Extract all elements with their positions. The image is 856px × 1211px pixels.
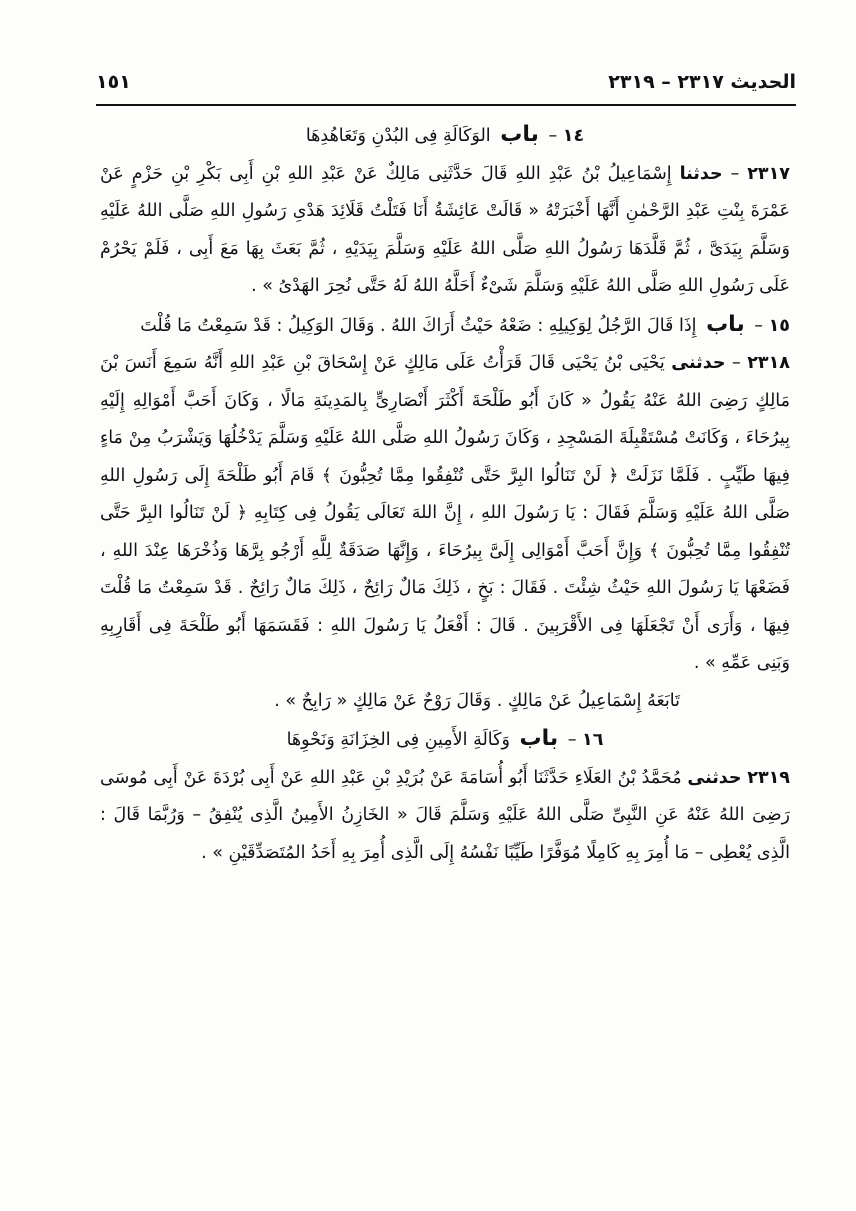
- chapter-title: وَكَالَةِ الأَمِينِ فِى الخِزَانَةِ وَنَحْوِهَا: [286, 730, 510, 750]
- hadith-opening: حدثنى: [671, 353, 726, 373]
- chapter-bab: باب: [500, 122, 539, 147]
- hadith-opening: حدثنا: [679, 163, 723, 184]
- header-rule: [96, 104, 796, 106]
- chapter-bab: باب: [519, 726, 559, 751]
- hadith-dash: –: [731, 353, 741, 373]
- hadith-dash: –: [730, 163, 740, 184]
- hadith-2319: [100, 760, 790, 873]
- hadith-text: إِسْمَاعِيلُ بْنُ عَبْدِ اللهِ قَالَ حَدَّثَنِى مَالِكٌ عَنْ عَبْدِ اللهِ بْنِ أَبِى بَكْرِ بْنِ حَزْمٍ عَنْ عَمْرَةَ بِنْتِ عَبْدِ الرَّحْمٰنِ أَنَّهَا أَخْبَرَتْهُ « قَالَتْ عَائِشَةُ أَنَا فَتَلْتُ قَلَائِدَ هَدْىِ رَسُولِ اللهِ صَلَّى اللهُ عَلَيْهِ وَسَلَّمَ بِيَدَىَّ ، ثُمَّ قَلَّدَهَا رَسُولُ اللهِ صَلَّى اللهُ عَلَيْهِ وَسَلَّمَ بِيَدَيْهِ ، ثُمَّ بَعَثَ بِهَا مَعَ أَبِى ، فَلَمْ يَحْرُمْ عَلَى رَسُولِ اللهِ صَلَّى اللهُ عَلَيْهِ وَسَلَّمَ شَىْءٌ أَحَلَّهُ اللهُ لَهُ حَتَّى نُحِرَ الهَدْىُ » .: [100, 163, 790, 296]
- hadith-text: يَحْيَى بْنُ يَحْيَى قَالَ قَرَأْتُ عَلَى مَالِكٍ عَنْ إِسْحَاقَ بْنِ عَبْدِ اللهِ أَنَّهُ سَمِعَ أَنَسَ بْنَ مَالِكٍ رَضِىَ اللهُ عَنْهُ يَقُولُ « كَانَ أَبُو طَلْحَةَ أَكْثَرَ أَنْصَارِىٍّ بِالمَدِينَةِ مَالًا ، وَكَانَ أَحَبَّ أَمْوَالِهِ إِلَيْهِ بِيرُحَاءَ ، وَكَانَتْ مُسْتَقْبِلَةَ المَسْجِدِ ، وَكَانَ رَسُولُ اللهِ صَلَّى اللهُ عَلَيْهِ وَسَلَّمَ يَدْخُلُهَا وَيَشْرَبُ مِنْ مَاءٍ فِيهَا طَيِّبٍ . فَلَمَّا نَزَلَتْ ﴿ لَنْ تَنَالُوا البِرَّ حَتَّى تُنْفِقُوا مِمَّا تُحِبُّونَ ﴾ قَامَ أَبُو طَلْحَةَ إِلَى رَسُولِ اللهِ صَلَّى اللهُ عَلَيْهِ وَسَلَّمَ فَقَالَ : يَا رَسُولَ اللهِ ، إِنَّ اللهَ تَعَالَى يَقُولُ فِى كِتَابِهِ ﴿ لَنْ تَنَالُوا البِرَّ حَتَّى تُنْفِقُوا مِمَّا تُحِبُّونَ ﴾ وَإِنَّ أَحَبَّ أَمْوَالِى إِلَىَّ بِيرُحَاءَ ، وَإِنَّهَا صَدَقَةٌ لِلَّهِ أَرْجُو بِرَّهَا وَذُخْرَهَا عِنْدَ اللهِ ، فَضَعْهَا يَا رَسُولَ اللهِ حَيْثُ شِئْتَ . فَقَالَ : بَخٍ ، ذَلِكَ مَالٌ رَائِحٌ ، ذَلِكَ مَالٌ رَائِحٌ . قَدْ سَمِعْتُ مَا قُلْتَ فِيهَا ، وَأَرَى أَنْ تَجْعَلَهَا فِى الأَقْرَبِينَ . قَالَ : أَفْعَلُ يَا رَسُولَ اللهِ : فَقَسَمَهَا أَبُو طَلْحَةَ فِى أَقَارِبِهِ وَبَنِى عَمِّهِ » .: [100, 353, 790, 673]
- hadith-note: تَابَعَهُ إِسْمَاعِيلُ عَنْ مَالِكٍ . وَقَالَ رَوْحٌ عَنْ مَالِكٍ « رَابِحٌ » .: [274, 690, 680, 711]
- hadith-number: ٢٣١٩: [747, 767, 790, 788]
- running-title: الحديث ٢٣١٧ – ٢٣١٩: [608, 71, 796, 93]
- hadith-number: ٢٣١٧: [747, 163, 790, 184]
- chapter-title: الوَكَالَةِ فِى البُدْنِ وَتَعَاهُدِهَا: [305, 126, 491, 146]
- hadith-2317: [100, 156, 790, 306]
- chapter-dash: –: [754, 315, 764, 336]
- chapter-heading-15: [100, 306, 790, 346]
- hadith-number: ٢٣١٨: [747, 353, 790, 373]
- chapter-bab: باب: [706, 311, 745, 337]
- page-number: ١٥١: [96, 71, 131, 93]
- chapter-heading-16: [100, 720, 790, 760]
- chapter-number: ١٥: [768, 315, 790, 336]
- chapter-dash: –: [567, 730, 577, 750]
- chapter-heading-14: [100, 116, 790, 156]
- chapter-number: ١٦: [582, 730, 604, 750]
- hadith-text: مُحَمَّدُ بْنُ العَلَاءِ حَدَّثَنَا أَبُو أُسَامَةَ عَنْ بُرَيْدِ بْنِ عَبْدِ اللهِ عَنْ أَبِى بُرْدَةَ عَنْ أَبِى مُوسَى رَضِىَ اللهُ عَنْهُ عَنِ النَّبِىِّ صَلَّى اللهُ عَلَيْهِ وَسَلَّمَ قَالَ « الخَازِنُ الأَمِينُ الَّذِى يُنْفِقُ – وَرُبَّمَا قَالَ : الَّذِى يُعْطِى – مَا أُمِرَ بِهِ كَامِلًا مُوَفَّرًا طَيِّبًا نَفْسُهُ إِلَى الَّذِى أُمِرَ بِهِ أَحَدُ المُتَصَدِّقَيْنِ » .: [100, 767, 790, 863]
- chapter-dash: –: [548, 126, 558, 146]
- hadith-opening: حدثنى: [687, 767, 742, 788]
- hadith-2318: [100, 345, 790, 683]
- chapter-title: إِذَا قَالَ الرَّجُلُ لِوَكِيلِهِ : ضَعْهُ حَيْثُ أَرَاكَ اللهُ . وَقَالَ الوَكِيلُ : قَدْ سَمِعْتُ مَا قُلْتَ: [140, 315, 697, 336]
- page-body: [100, 116, 790, 872]
- page-header: [96, 62, 796, 102]
- chapter-number: ١٤: [562, 126, 585, 146]
